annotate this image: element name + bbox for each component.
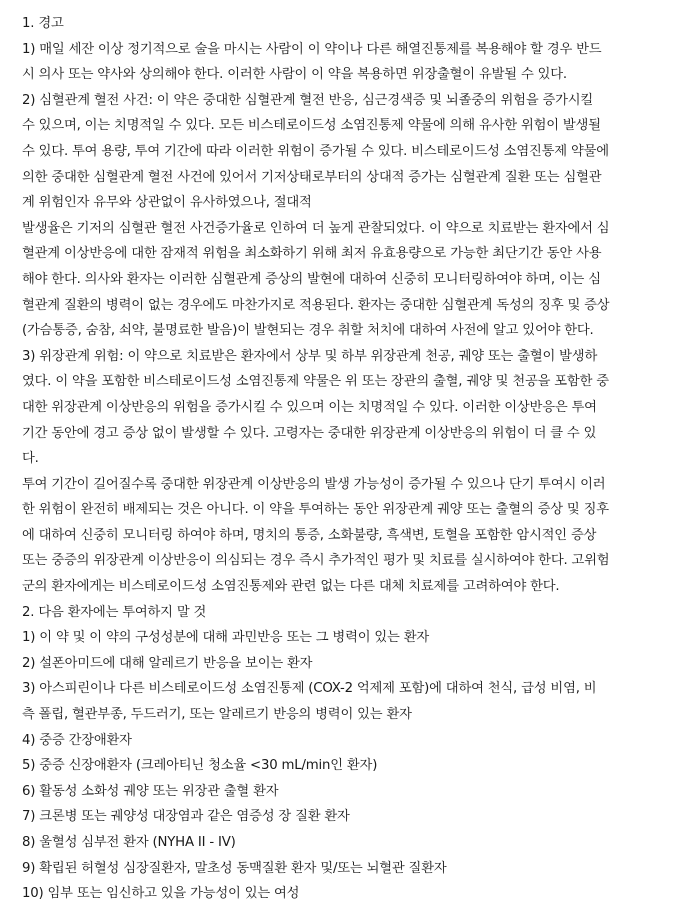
section-heading-contraindications: 2. 다음 환자에는 투여하지 말 것 bbox=[22, 604, 207, 620]
section-heading-warning: 1. 경고 bbox=[22, 16, 64, 31]
text-line: 발생율은 기저의 심혈관 혈전 사건증가율로 인하여 더 높게 관찰되었다. 이 약으로 치료받는 환자에서 심 bbox=[22, 220, 610, 236]
text-line: 였다. 이 약을 포함한 비스테로이드성 소염진통제 약물은 위 또는 장관의 출혈, 궤양 및 천공을 포함한 중 bbox=[22, 374, 609, 390]
list-item: 8) 울혈성 심부전 환자 (NYHA II - IV) bbox=[22, 835, 236, 850]
list-item: 6) 활동성 소화성 궤양 또는 위장관 출혈 환자 bbox=[22, 783, 279, 799]
text-line: 또는 중증의 위장관계 이상반응이 의심되는 경우 즉시 추가적인 평가 및 치료를 실시하여야 한다. 고위험 bbox=[22, 553, 610, 569]
text-line: 수 있으며, 이는 치명적일 수 있다. 모든 비스테로이드성 소염진통제 약물에 의해 유사한 위험이 발생될 bbox=[22, 118, 601, 134]
text-line: 계 위험인자 유무와 상관없이 유사하였으나, 절대적 bbox=[22, 195, 312, 211]
text-line: 3) 위장관계 위험: 이 약으로 치료받은 환자에서 상부 및 하부 위장관계 천공, 궤양 또는 출혈이 발생하 bbox=[22, 348, 598, 364]
text-line: 기간 동안에 경고 증상 없이 발생할 수 있다. 고령자는 중대한 위장관계 이상반응의 위험이 더 클 수 있 bbox=[22, 425, 597, 441]
text-line: 혈관계 질환의 병력이 없는 경우에도 마찬가지로 적용된다. 환자는 중대한 심혈관계 독성의 징후 및 증상 bbox=[22, 297, 610, 313]
text-line: 수 있다. 투여 용량, 투여 기간에 따라 이러한 위험이 증가될 수 있다. 비스테로이드성 소염진통제 약물에 bbox=[22, 143, 609, 159]
list-item: 7) 크론병 또는 궤양성 대장염과 같은 염증성 장 질환 환자 bbox=[22, 809, 350, 825]
text-line: 군의 환자에게는 비스테로이드성 소염진통제와 관련 없는 다른 대체 치료제를 고려하여야 한다. bbox=[22, 579, 560, 595]
list-item: 9) 확립된 허혈성 심장질환자, 말초성 동맥질환 환자 및/또는 뇌혈관 질환자 bbox=[22, 860, 447, 876]
list-item: 10) 임부 또는 임신하고 있을 가능성이 있는 여성 bbox=[22, 886, 300, 902]
list-item: 측 폴립, 혈관부종, 두드러기, 또는 알레르기 반응의 병력이 있는 환자 bbox=[22, 707, 412, 723]
text-line: (가슴통증, 숨참, 쇠약, 불명료한 발음)이 발현되는 경우 취할 처치에 대하여 사전에 알고 있어야 한다. bbox=[22, 323, 594, 339]
text-line: 해야 한다. 의사와 환자는 이러한 심혈관계 증상의 발현에 대하여 신중히 모니터링하여야 하며, 이는 심 bbox=[22, 271, 601, 287]
text-line: 2) 심혈관계 혈전 사건: 이 약은 중대한 심혈관계 혈전 반응, 심근경색증 및 뇌졸중의 위험을 증가시킬 bbox=[22, 92, 594, 108]
text-line: 시 의사 또는 약사와 상의해야 한다. 이러한 사람이 이 약을 복용하면 위장출혈이 유발될 수 있다. bbox=[22, 67, 567, 83]
list-item: 3) 아스피린이나 다른 비스테로이드성 소염진통제 (COX-2 억제제 포함)에 대하여 천식, 급성 비염, 비 bbox=[22, 681, 597, 697]
text-line: 투여 기간이 길어질수록 중대한 위장관계 이상반응의 발생 가능성이 증가될 수 있으나 단기 투여시 이러 bbox=[22, 476, 606, 492]
list-item: 1) 이 약 및 이 약의 구성성분에 대해 과민반응 또는 그 병력이 있는 환자 bbox=[22, 630, 430, 646]
list-item: 4) 중증 간장애환자 bbox=[22, 732, 132, 748]
text-line: 다. bbox=[22, 451, 39, 467]
text-line: 혈관계 이상반응에 대한 잠재적 위험을 최소화하기 위해 최저 유효용량으로 가능한 최단기간 동안 사용 bbox=[22, 246, 602, 262]
text-line: 한 위험이 완전히 배제되는 것은 아니다. 이 약을 투여하는 동안 위장관계 궤양 또는 출혈의 증상 및 징후 bbox=[22, 502, 609, 518]
text-line: 에 대하여 신중히 모니터링 하여야 하며, 명치의 통증, 소화불량, 흑색변, 토혈을 포함한 암시적인 증상 bbox=[22, 527, 597, 543]
text-line: 1) 매일 세잔 이상 정기적으로 술을 마시는 사람이 이 약이나 다른 해열진통제를 복용해야 할 경우 반드 bbox=[22, 41, 602, 57]
text-line: 대한 위장관계 이상반응의 위험을 증가시킬 수 있으며 이는 치명적일 수 있다. 이러한 이상반응은 투여 bbox=[22, 399, 597, 415]
list-item: 5) 중증 신장애환자 (크레아티닌 청소율 <30 mL/min인 환자) bbox=[22, 758, 378, 774]
list-item: 2) 설폰아미드에 대해 알레르기 반응을 보이는 환자 bbox=[22, 655, 313, 671]
text-line: 의한 중대한 심혈관계 혈전 사건에 있어서 기저상태로부터의 상대적 증가는 심혈관계 질환 또는 심혈관 bbox=[22, 169, 602, 185]
